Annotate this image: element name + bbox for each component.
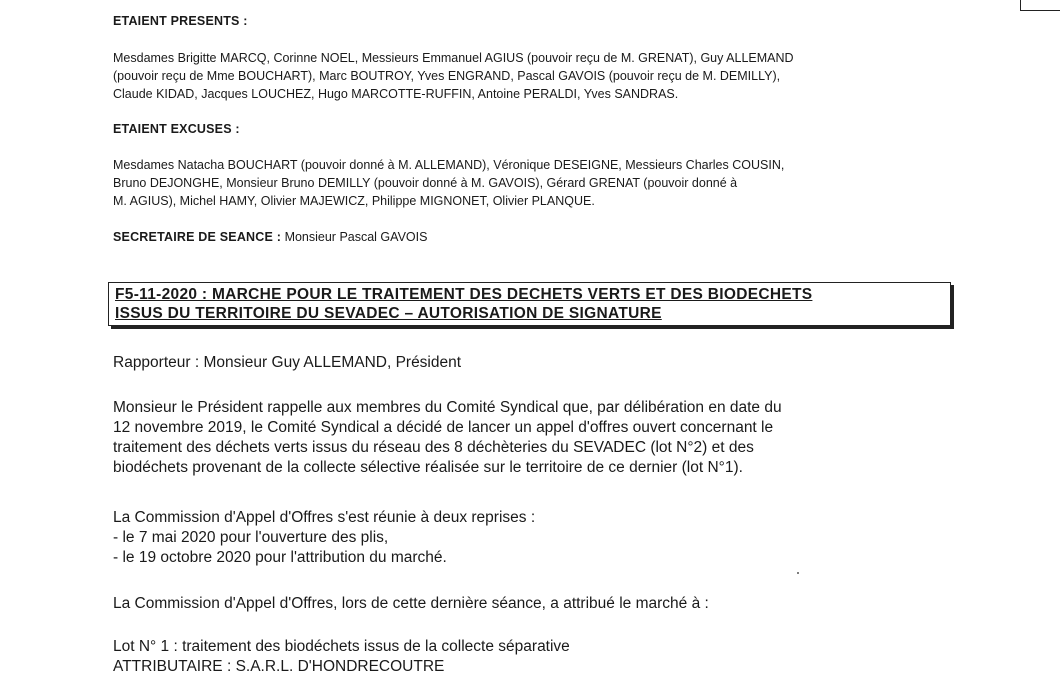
present-paragraph	[113, 49, 951, 103]
award-intro: La Commission d'Appel d'Offres, lors de cette dernière séance, a attribué le marché à :	[113, 595, 709, 612]
title-line-2: ISSUS DU TERRITOIRE DU SEVADEC – AUTORISATION DE SIGNATURE	[115, 305, 662, 322]
intro-paragraph	[113, 398, 951, 478]
rapporteur: Rapporteur : Monsieur Guy ALLEMAND, Président	[113, 354, 462, 371]
excused-line: Mesdames Natacha BOUCHART (pouvoir donné à M. ALLEMAND), Véronique DESEIGNE, Messieurs Charles COUSIN,	[113, 158, 785, 172]
intro-line: Monsieur le Président rappelle aux membres du Comité Syndical que, par délibération en date du	[113, 399, 782, 416]
title-line-1: F5-11-2020 : MARCHE POUR LE TRAITEMENT DES DECHETS VERTS ET DES BIODECHETS	[115, 286, 813, 303]
present-heading: ETAIENT PRESENTS :	[113, 14, 248, 28]
present-line: Mesdames Brigitte MARCQ, Corinne NOEL, Messieurs Emmanuel AGIUS (pouvoir reçu de M. GRENAT), Guy ALLEMAND	[113, 51, 794, 65]
intro-line: 12 novembre 2019, le Comité Syndical a décidé de lancer un appel d'offres ouvert concernant le	[113, 419, 774, 436]
excused-paragraph	[113, 156, 951, 210]
excused-heading: ETAIENT EXCUSES :	[113, 122, 240, 136]
present-line: Claude KIDAD, Jacques LOUCHEZ, Hugo MARCOTTE-RUFFIN, Antoine PERALDI, Yves SANDRAS.	[113, 87, 679, 101]
meeting-list	[113, 528, 951, 568]
meeting-item: - le 7 mai 2020 pour l'ouverture des plis,	[113, 529, 389, 546]
lot1-awardee: ATTRIBUTAIRE : S.A.R.L. D'HONDRECOUTRE	[113, 658, 445, 675]
intro-line: biodéchets provenant de la collecte sélective réalisée sur le territoire de ce dernier (lot N°1).	[113, 459, 743, 476]
commission-intro: La Commission d'Appel d'Offres s'est réunie à deux reprises :	[113, 509, 536, 526]
meeting-item: - le 19 octobre 2020 pour l'attribution du marché.	[113, 549, 447, 566]
scan-corner-mark	[1020, 0, 1060, 11]
scan-speck	[797, 572, 799, 574]
present-line: (pouvoir reçu de Mme BOUCHART), Marc BOUTROY, Yves ENGRAND, Pascal GAVOIS (pouvoir reçu de M. DEMILLY),	[113, 69, 781, 83]
lot1-label: Lot N° 1 : traitement des biodéchets issus de la collecte séparative	[113, 638, 570, 655]
intro-line: traitement des déchets verts issus du réseau des 8 déchèteries du SEVADEC (lot N°2) et des	[113, 439, 754, 456]
secretary-line	[113, 230, 427, 244]
deliberation-title-box	[108, 282, 951, 326]
secretary-name: Monsieur Pascal GAVOIS	[284, 230, 428, 244]
excused-line: Bruno DEJONGHE, Monsieur Bruno DEMILLY (pouvoir donné à M. GAVOIS), Gérard GRENAT (pouvoir donné à	[113, 176, 738, 190]
secretary-label: SECRETAIRE DE SEANCE :	[113, 230, 282, 244]
excused-line: M. AGIUS), Michel HAMY, Olivier MAJEWICZ, Philippe MIGNONET, Olivier PLANQUE.	[113, 194, 595, 208]
